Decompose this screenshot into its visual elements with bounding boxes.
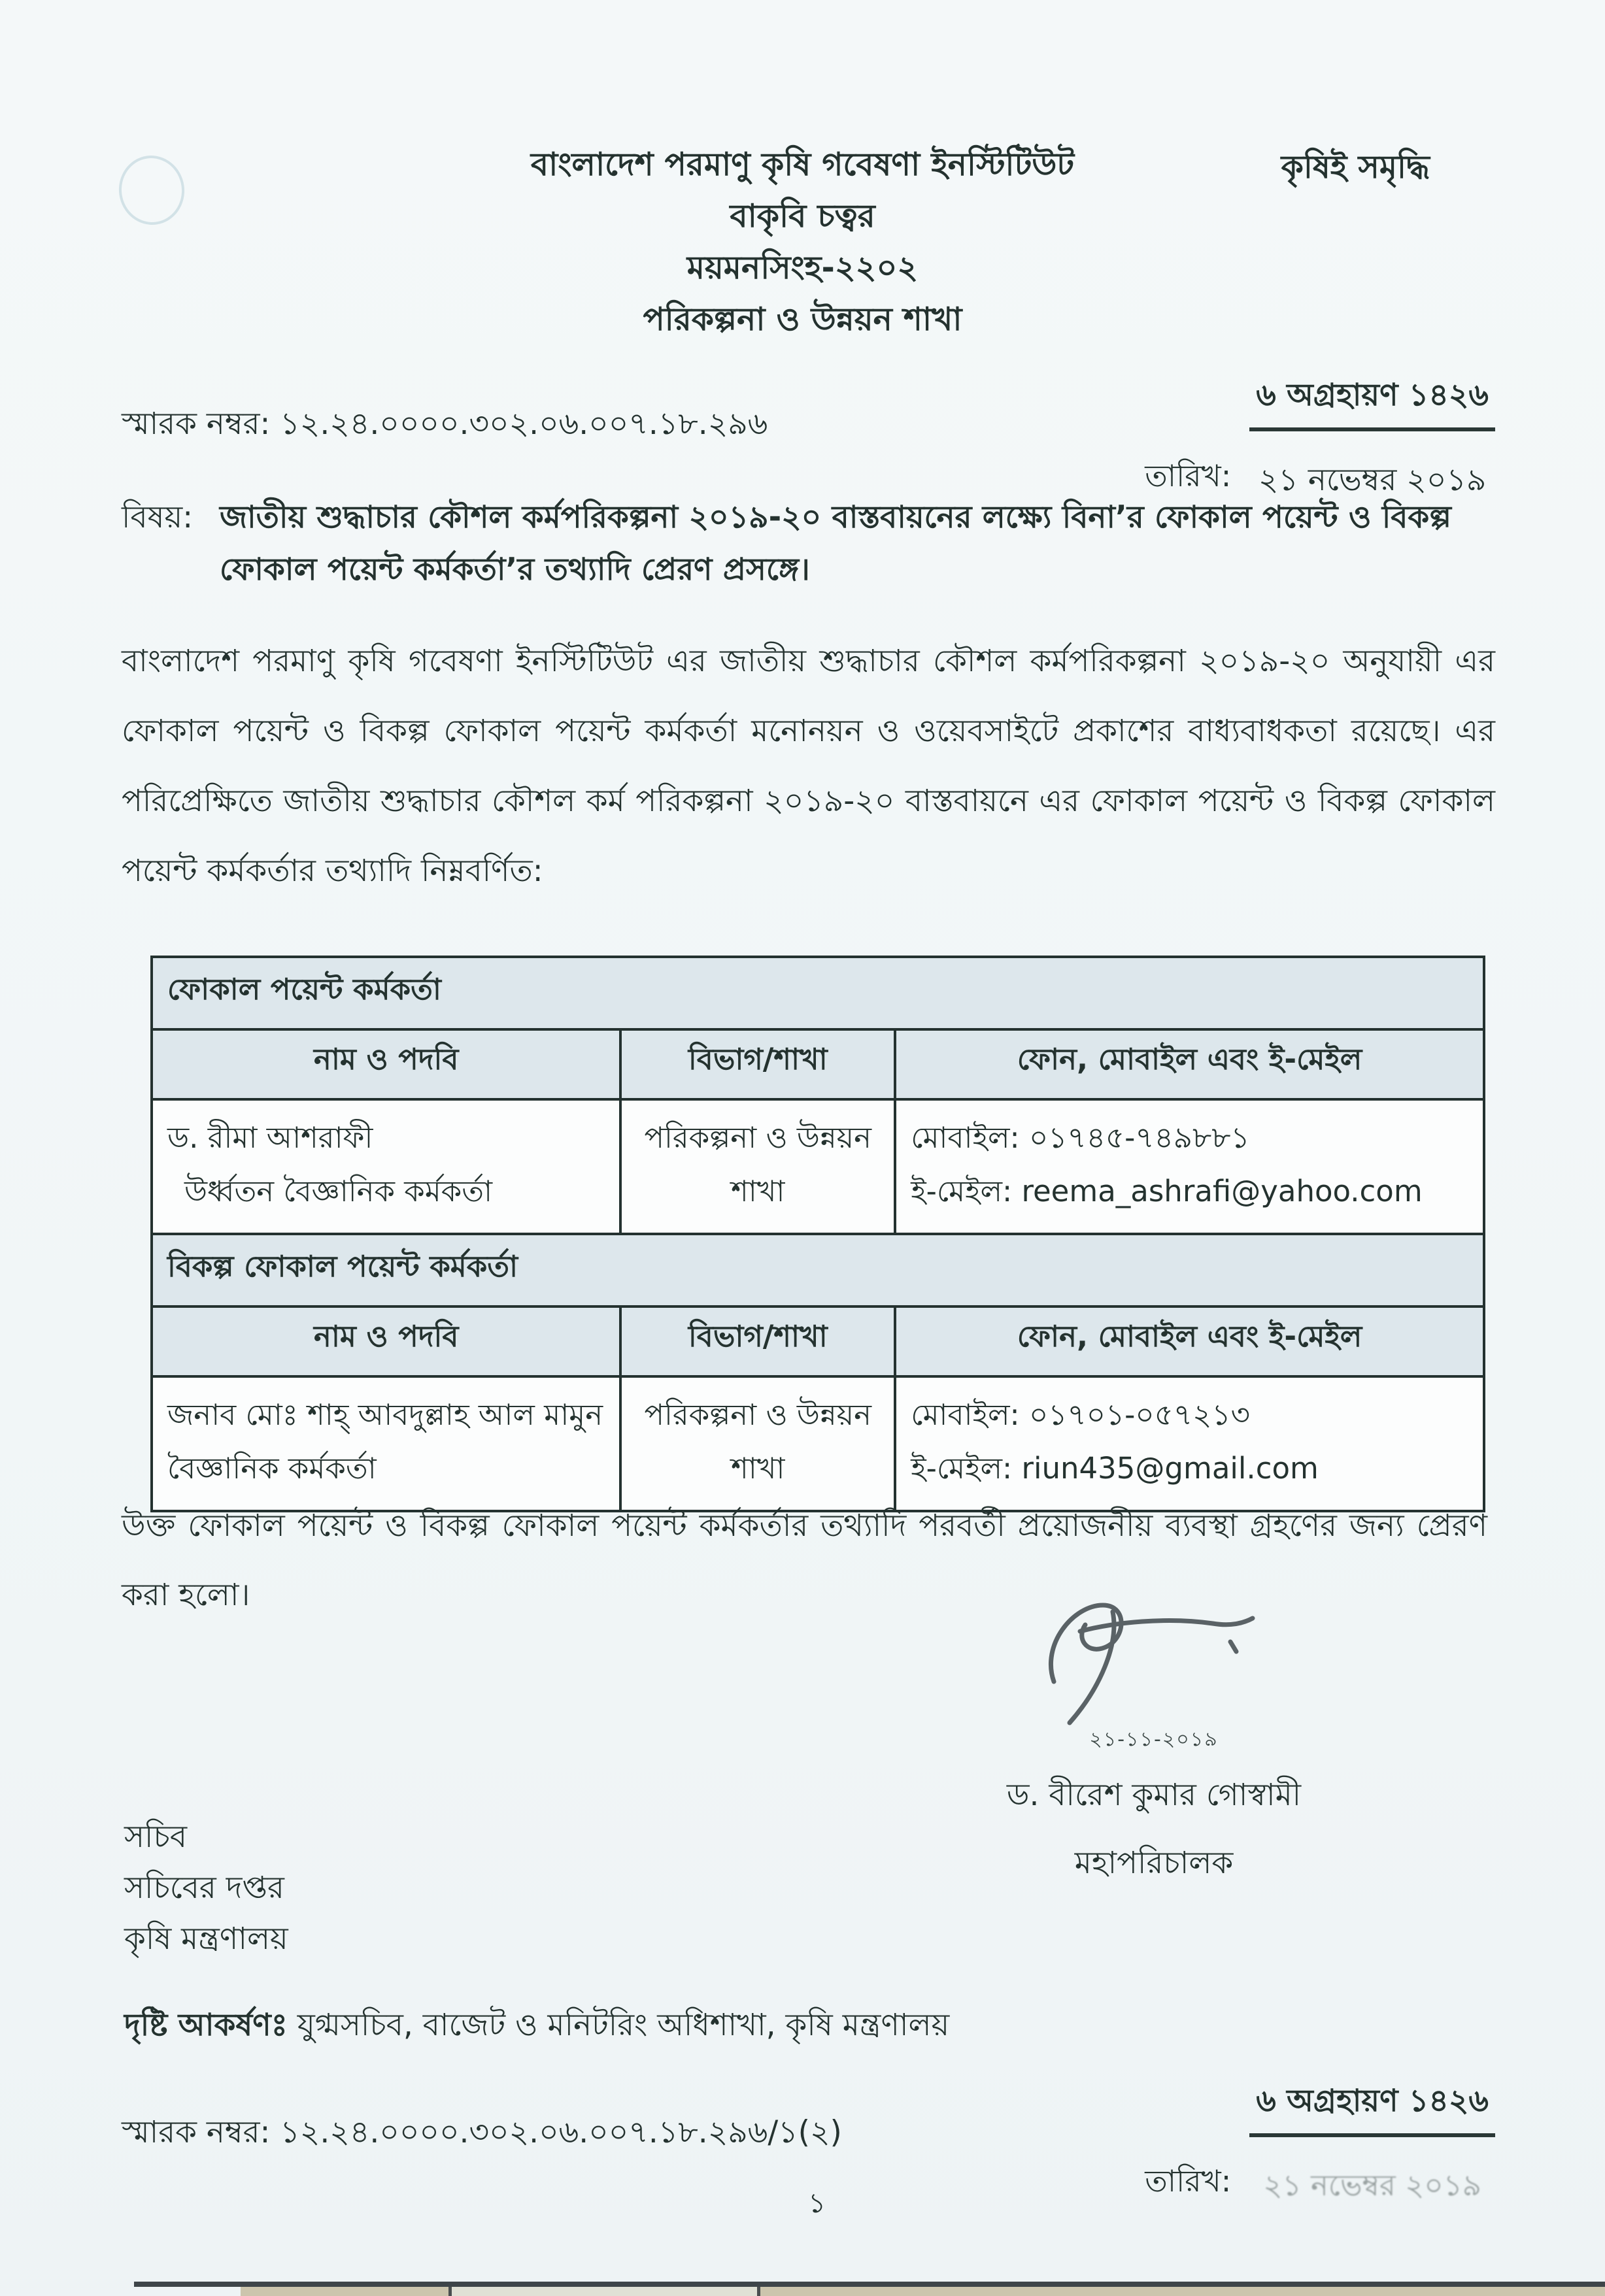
officer-email: ই-মেইল: riun435@gmail.com: [911, 1451, 1319, 1486]
col-contact: ফোন, মোবাইল এবং ই-মেইল: [895, 1306, 1484, 1376]
attention-text: যুগ্মসচিব, বাজেট ও মনিটরিং অধিশাখা, কৃষি মন্ত্রণালয়: [287, 2007, 950, 2043]
focal-point-table: [150, 956, 1485, 1512]
footer-memo-label: স্মারক নম্বর:: [122, 2114, 271, 2150]
col-division: বিভাগ/শাখা: [620, 1029, 895, 1099]
signatory-title: মহাপরিচালক: [1074, 1845, 1234, 1881]
closing-paragraph: উক্ত ফোকাল পয়েন্ট ও বিকল্প ফোকাল পয়েন্ট কর্মকর্তার তথ্যাদি পরবর্তী প্রয়োজনীয় ব্যবস্থা গ্রহণের জন্য প্রেরণ করা হলো।: [122, 1508, 1487, 1613]
officer-name: জনাব মোঃ শাহ্ আবদুল্লাহ আল মামুন: [167, 1397, 603, 1432]
footer-memo-number: ১২.২৪.০০০০.৩০২.০৬.০০৭.১৮.২৯৬/১(২): [280, 2114, 842, 2150]
org-address-line2: ময়মনসিংহ-২২০২: [686, 249, 919, 286]
section-title: ফোকাল পয়েন্ট কর্মকর্তা: [152, 957, 1484, 1029]
date-label: তারিখ:: [1145, 458, 1232, 493]
subject-label: বিষয়:: [122, 499, 194, 535]
table-row-focal-officer: [152, 1099, 1484, 1234]
memo-label: স্মারক নম্বর:: [122, 406, 271, 442]
recipient-line: সচিবের দপ্তর: [124, 1870, 284, 1906]
org-department: পরিকল্পনা ও উন্নয়ন শাখা: [643, 301, 962, 338]
officer-mobile: মোবাইল: ০১৭০১-০৫৭২১৩: [911, 1397, 1250, 1432]
page-number: ১: [808, 2187, 826, 2219]
footer-memo-row: [122, 2108, 842, 2159]
scan-edge-strip: [241, 2287, 1605, 2296]
org-name: বাংলাদেশ পরমাণু কৃষি গবেষণা ইনস্টিটিউট: [530, 146, 1075, 183]
scan-edge-line: [134, 2282, 1605, 2287]
date-gregorian: ২১ নভেম্বর ২০১৯: [1258, 462, 1487, 498]
officer-designation: বৈজ্ঞানিক কর্মকর্তা: [167, 1451, 377, 1486]
subject-row: [122, 491, 1494, 596]
cell-contact: [895, 1099, 1484, 1234]
signature-mark: [1013, 1587, 1294, 1727]
recipient-line: সচিব: [124, 1819, 188, 1855]
officer-name: ড. রীমা আশরাফী: [167, 1120, 373, 1155]
attention-row: [124, 2001, 949, 2052]
footer-date-label: তারিখ:: [1145, 2163, 1232, 2199]
table-column-header-row: [152, 1306, 1484, 1376]
officer-designation: উর্ধ্বতন বৈজ্ঞানিক কর্মকর্তা: [184, 1174, 493, 1208]
cell-division: পরিকল্পনা ও উন্নয়ন শাখা: [620, 1099, 895, 1234]
memo-number: ১২.২৪.০০০০.৩০২.০৬.০০৭.১৮.২৯৬: [280, 406, 768, 442]
recipient-line: কৃষি মন্ত্রণালয়: [124, 1921, 288, 1957]
table-section-header-focal: [152, 957, 1484, 1029]
date-bangla: ৬ অগ্রহায়ণ ১৪২৬: [1249, 371, 1495, 431]
scan-edge-tick: [448, 2287, 452, 2296]
date-block: [1145, 371, 1495, 507]
col-name-designation: নাম ও পদবি: [152, 1029, 620, 1099]
footer-date-gregorian: ২১ নভেম্বর ২০১৯: [1263, 2168, 1481, 2203]
col-contact: ফোন, মোবাইল এবং ই-মেইল: [895, 1029, 1484, 1099]
body-paragraph: বাংলাদেশ পরমাণু কৃষি গবেষণা ইনস্টিটিউট এর জাতীয় শুদ্ধাচার কৌশল কর্মপরিকল্পনা ২০১৯-২০ অনুযায়ী এর ফোকাল পয়েন্ট ও বিকল্প ফোকাল পয়েন্ট কর্মকর্তা মনোনয়ন ও ওয়েবসাইটে প্রকাশের বাধ্যবাধকতা রয়েছে। এর পরিপ্রেক্ষিতে জাতীয় শুদ্ধাচার কৌশল কর্ম পরিকল্পনা ২০১৯-২০ বাস্তবায়নে এর ফোকাল পয়েন্ট ও বিকল্প ফোকাল পয়েন্ট কর্মকর্তার তথ্যাদি নিম্নবর্ণিত:: [122, 643, 1495, 889]
col-division: বিভাগ/শাখা: [620, 1306, 895, 1376]
footer-date-bangla: ৬ অগ্রহায়ণ ১৪২৬: [1249, 2077, 1495, 2137]
signatory-name: ড. বীরেশ কুমার গোস্বামী: [1006, 1777, 1302, 1813]
subject-text: জাতীয় শুদ্ধাচার কৌশল কর্মপরিকল্পনা ২০১৯-২০ বাস্তবায়নের লক্ষ্যে বিনা’র ফোকাল পয়েন্ট ও বিকল্প ফোকাল পয়েন্ট কর্মকর্তা’র তথ্যাদি প্রেরণ প্রসঙ্গে।: [220, 499, 1451, 588]
recipient-block: [124, 1812, 288, 1965]
org-motto: কৃষিই সমৃদ্ধি: [1281, 148, 1430, 186]
cell-name-designation: [152, 1099, 620, 1234]
officer-mobile: মোবাইল: ০১৭৪৫-৭৪৯৮৮১: [911, 1120, 1250, 1155]
org-address-line1: বাকৃবি চত্বর: [730, 197, 875, 235]
signature-block: [899, 1587, 1409, 1890]
section-title: বিকল্প ফোকাল পয়েন্ট কর্মকর্তা: [152, 1234, 1484, 1306]
col-name-designation: নাম ও পদবি: [152, 1306, 620, 1376]
signature-date: ২১-১১-২০১৯: [1089, 1728, 1219, 1751]
table-section-header-alternate: [152, 1234, 1484, 1306]
cell-division: পরিকল্পনা ও উন্নয়ন শাখা: [620, 1376, 895, 1511]
footer-date-block: [1145, 2077, 1495, 2212]
footer-date-stack: [1249, 2077, 1495, 2212]
attention-label: দৃষ্টি আকর্ষণঃ: [124, 2007, 288, 2043]
date-stack: [1249, 371, 1495, 507]
table-column-header-row: [152, 1029, 1484, 1099]
memo-row: [122, 400, 768, 451]
scan-edge-tick: [757, 2287, 760, 2296]
scan-edge-strip-light: [451, 2287, 758, 2296]
officer-email: ই-মেইল: reema_ashrafi@yahoo.com: [911, 1174, 1423, 1208]
